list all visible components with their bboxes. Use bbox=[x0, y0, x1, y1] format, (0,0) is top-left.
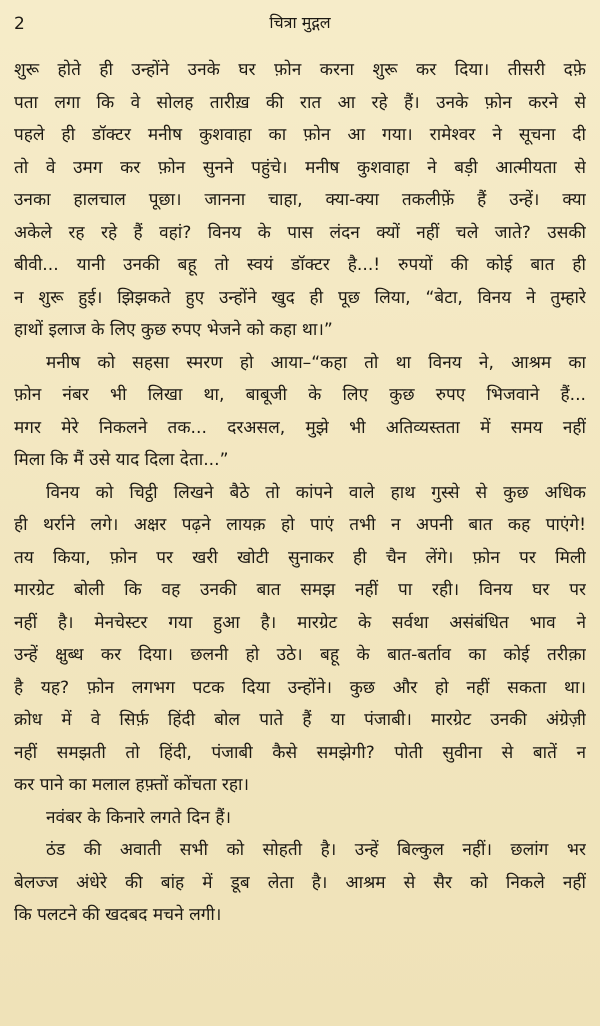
text-line: शुरू होते ही उन्होंने उनके घर फ़ोन करना शुरू कर दिया। तीसरी दफ़े bbox=[14, 60, 586, 80]
text-line: उन्हें क्षुब्ध कर दिया। छलनी हो उठे। बहू के बात-बर्ताव का कोई तरीक़ा bbox=[14, 645, 586, 665]
text-line: पता लगा कि वे सोलह तारीख़ की रात आ रहे हैं। उनके फ़ोन करने से bbox=[14, 92, 586, 113]
text-line: पहले ही डॉक्टर मनीष कुशवाहा का फ़ोन आ गया। रामेश्वर ने सूचना दी bbox=[14, 125, 586, 145]
text-line: कर पाने का मलाल हफ़्तों कोंचता रहा। bbox=[14, 775, 250, 795]
text-line: ठंड की अवाती सभी को सोहती है। उन्हें बिल्कुल नहीं। छलांग भर bbox=[46, 840, 586, 860]
text-line: फ़ोन नंबर भी लिखा था, बाबूजी के लिए कुछ रुपए भिजवाने हैं... bbox=[14, 385, 586, 405]
text-line: मारग्रेट बोली कि वह उनकी बात समझ नहीं पा रही। विनय घर पर bbox=[14, 580, 586, 600]
text-line: विनय को चिट्ठी लिखने बैठे तो कांपने वाले हाथ गुस्से से कुछ अधिक bbox=[46, 482, 586, 503]
text-line: क्रोध में वे सिर्फ़ हिंदी बोल पाते हैं या पंजाबी। मारग्रेट उनकी अंग्रेज़ी bbox=[14, 710, 586, 730]
text-line: तो वे उमग कर फ़ोन सुनने पहुंचे। मनीष कुशवाहा ने बड़ी आत्मीयता से bbox=[14, 157, 586, 178]
text-line: मनीष को सहसा स्मरण हो आया–“कहा तो था विनय ने, आश्रम का bbox=[46, 352, 586, 373]
text-line: नहीं है। मेनचेस्टर गया हुआ है। मारग्रेट के सर्वथा असंबंधित भाव ने bbox=[14, 612, 586, 633]
text-line: कि पलटने की खदबद मचने लगी। bbox=[14, 905, 222, 925]
text-line: हाथों इलाज के लिए कुछ रुपए भेजने को कहा था।” bbox=[14, 320, 333, 340]
text-line: उनका हालचाल पूछा। जानना चाहा, क्या-क्या तकलीफ़ें हैं उन्हें। क्या bbox=[14, 190, 586, 210]
body-text bbox=[14, 54, 586, 932]
page-number: 2 bbox=[14, 14, 25, 34]
text-line: न शुरू हुई। झिझकते हुए उन्होंने खुद ही पूछ लिया, “बेटा, विनय ने तुम्हारे bbox=[14, 287, 586, 308]
text-line: तय किया, फ़ोन पर खरी खोटी सुनाकर ही चैन लेंगे। फ़ोन पर मिली bbox=[14, 547, 586, 568]
text-line: ही थर्राने लगे। अक्षर पढ़ने लायक़ हो पाएं तभी न अपनी बात कह पाएंगे! bbox=[14, 515, 586, 535]
text-line: अकेले रह रहे हैं वहां? विनय के पास लंदन क्यों नहीं चले जाते? उसकी bbox=[14, 222, 586, 243]
text-line: बेलज्ज अंधेरे की बांह में डूब लेता है। आश्रम से सैर को निकले नहीं bbox=[14, 872, 586, 893]
text-line: मिला कि मैं उसे याद दिला देता...” bbox=[14, 450, 229, 470]
text-line: मगर मेरे निकलने तक... दरअसल, मुझे भी अतिव्यस्तता में समय नहीं bbox=[14, 417, 586, 438]
text-line: बीवी... यानी उनकी बहू तो स्वयं डॉक्टर है...! रुपयों की कोई बात ही bbox=[14, 255, 586, 275]
running-title: चित्रा मुद्गल bbox=[269, 13, 331, 32]
text-line: नहीं समझती तो हिंदी, पंजाबी कैसे समझेगी? पोती सुवीना से बातें न bbox=[14, 742, 586, 763]
text-line: नवंबर के किनारे लगते दिन हैं। bbox=[46, 807, 232, 828]
text-line: है यह? फ़ोन लगभग पटक दिया उन्होंने। कुछ और हो नहीं सकता था। bbox=[14, 677, 586, 698]
